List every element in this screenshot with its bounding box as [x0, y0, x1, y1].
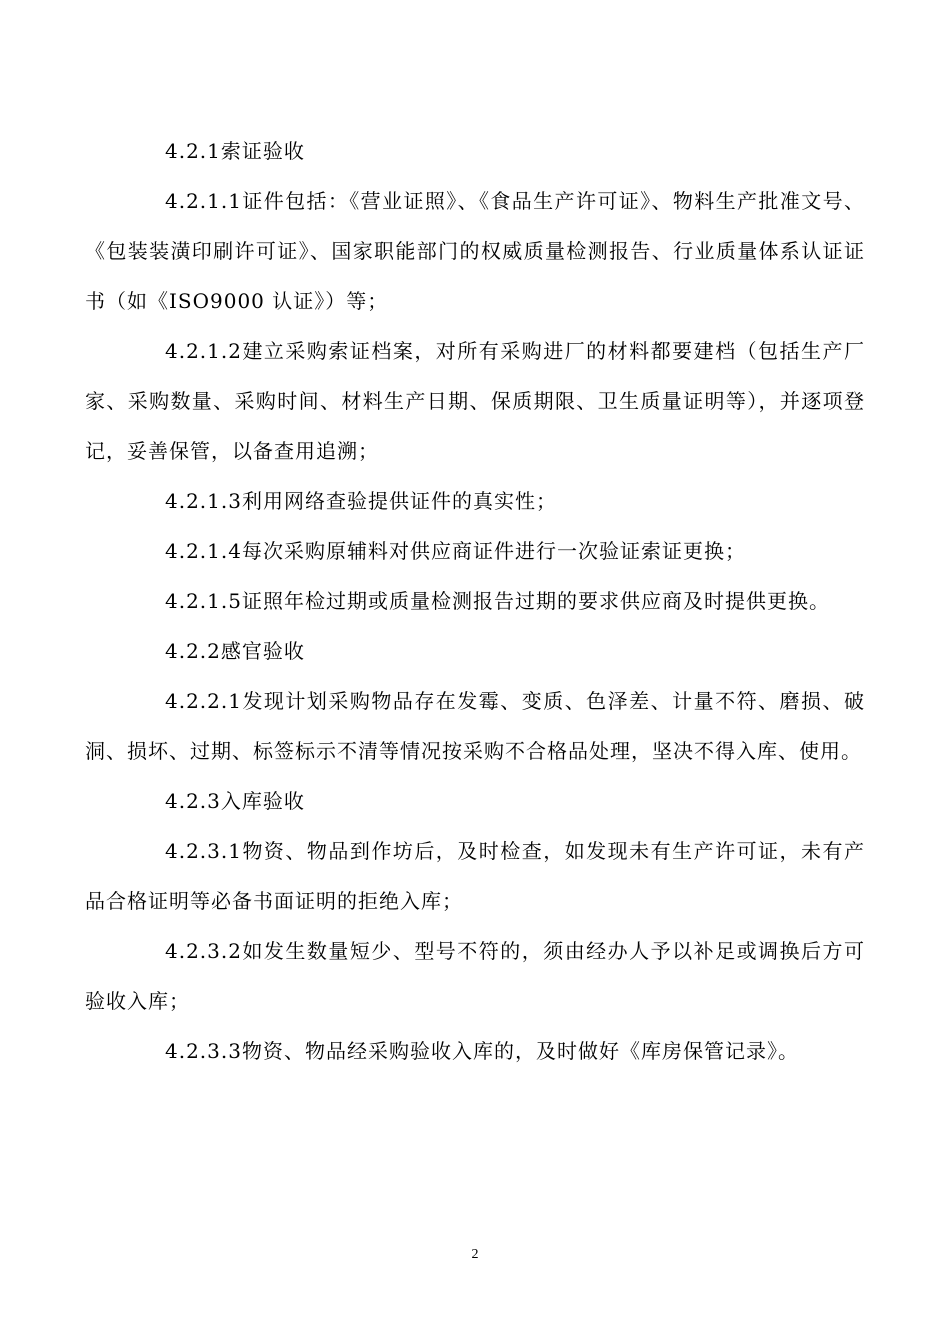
paragraph-4-2-3-1: 4.2.3.1物资、物品到作坊后，及时检查，如发现未有生产许可证，未有产品合格证明等必备书面证明的拒绝入库； [85, 839, 865, 913]
section-heading-4-2-2: 4.2.2感官验收 [165, 639, 305, 663]
paragraph-4-2-1-4: 4.2.1.4每次采购原辅料对供应商证件进行一次验证索证更换； [165, 539, 746, 563]
section-heading-4-2-1: 4.2.1索证验收 [165, 139, 305, 163]
paragraph-4-2-1-5: 4.2.1.5证照年检过期或质量检测报告过期的要求供应商及时提供更换。 [165, 589, 830, 613]
paragraph-4-2-1-2: 4.2.1.2建立采购索证档案，对所有采购进厂的材料都要建档（包括生产厂家、采购数量、采购时间、材料生产日期、保质期限、卫生质量证明等），并逐项登记，妥善保管，以备查用追溯； [85, 339, 865, 463]
page-number: 2 [471, 1247, 479, 1262]
paragraph-4-2-1-1: 4.2.1.1证件包括：《营业证照》、《食品生产许可证》、物料生产批准文号、《包装装潢印刷许可证》、国家职能部门的权威质量检测报告、行业质量体系认证证书（如《ISO9000 认证》）等； [85, 189, 865, 313]
document-body [85, 126, 865, 1076]
section-heading-4-2-3: 4.2.3入库验收 [165, 789, 305, 813]
paragraph-4-2-3-3: 4.2.3.3物资、物品经采购验收入库的，及时做好《库房保管记录》。 [165, 1039, 799, 1063]
paragraph-4-2-1-3: 4.2.1.3利用网络查验提供证件的真实性； [165, 489, 557, 513]
paragraph-4-2-3-2: 4.2.3.2如发生数量短少、型号不符的，须由经办人予以补足或调换后方可验收入库； [85, 939, 865, 1013]
paragraph-4-2-2-1: 4.2.2.1发现计划采购物品存在发霉、变质、色泽差、计量不符、磨损、破洞、损坏、过期、标签标示不清等情况按采购不合格品处理，坚决不得入库、使用。 [85, 689, 865, 763]
